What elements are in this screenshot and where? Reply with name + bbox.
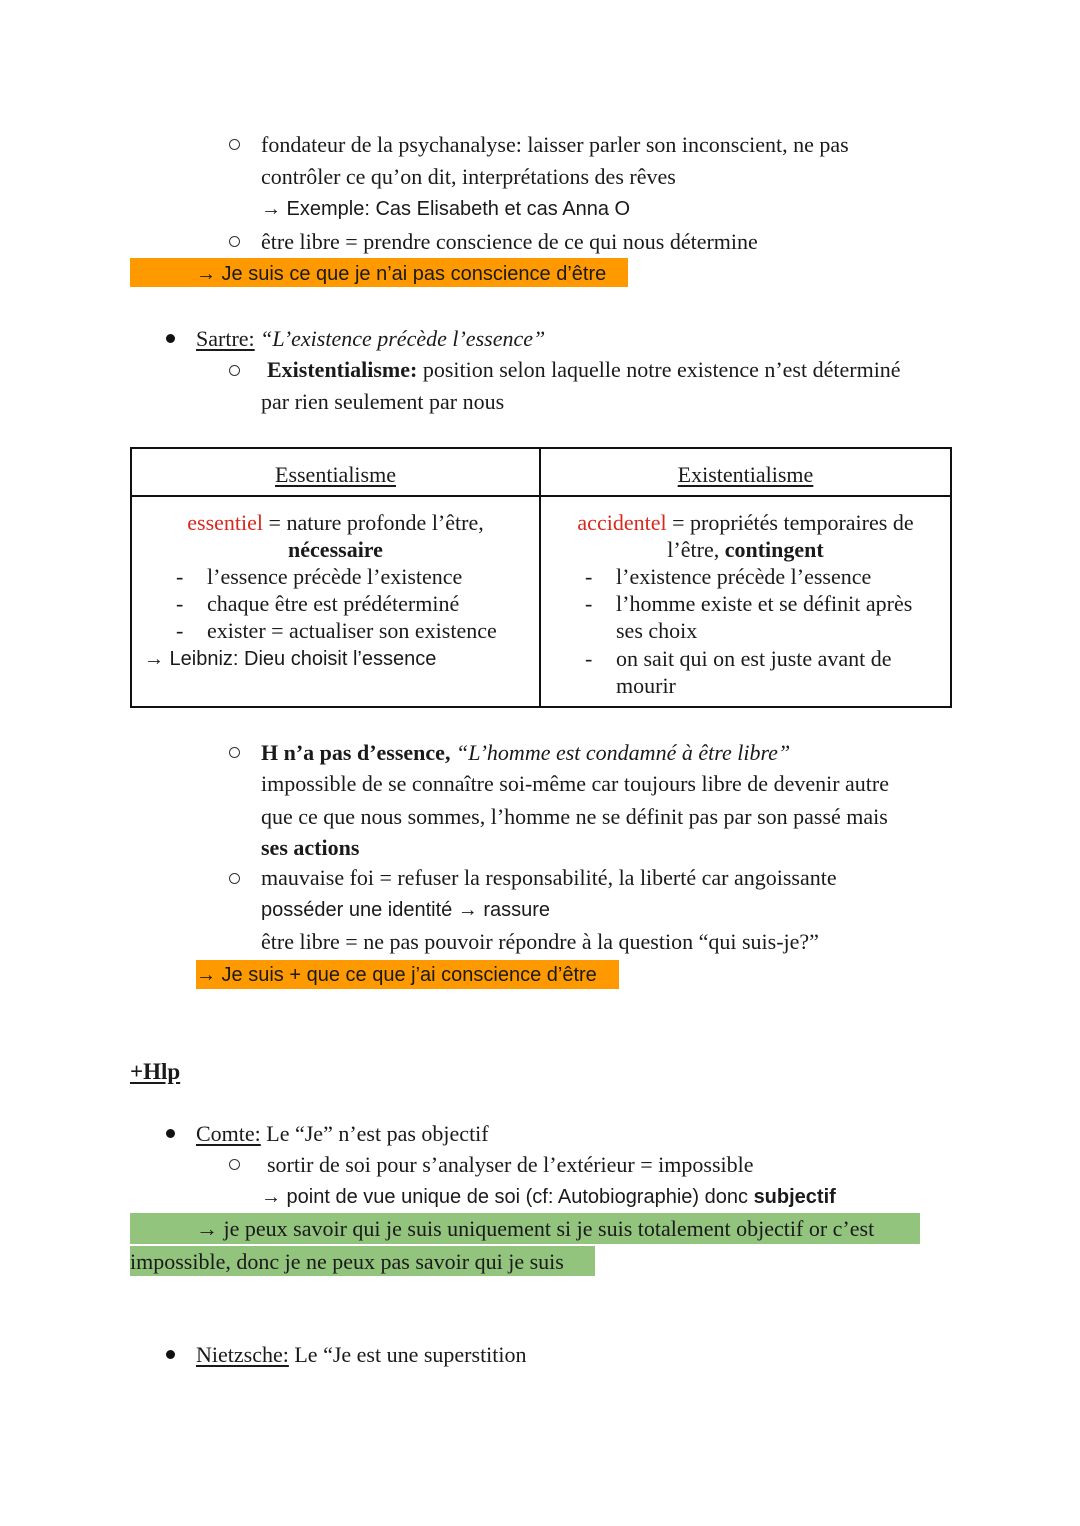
nietzsche-heading: Nietzsche: Le “Je est une superstition [196,1342,527,1367]
essentialisme-line1: essentiel = nature profonde l’être, [187,510,484,535]
table-header-existentialisme: Existentialisme [540,448,951,496]
list-dash: - [585,646,593,671]
list-dash: - [176,618,184,643]
existentialisme-item1: l’existence précède l’essence [616,564,872,589]
essentialisme-item2: chaque être est prédéterminé [207,591,460,616]
list-dash: - [176,564,184,589]
table-header-essentialisme: Essentialisme [131,448,540,496]
freud-highlight: → Je suis ce que je n’ai pas conscience d’être [196,263,607,285]
freud-point2: être libre = prendre conscience de ce qui nous détermine [261,229,758,254]
comte-heading: Comte: Le “Je” n’est pas objectif [196,1121,489,1146]
freud-point1-line1: fondateur de la psychanalyse: laisser parler son inconscient, ne pas [261,132,849,157]
essentialisme-note: → Leibniz: Dieu choisit l’essence [144,648,437,670]
sartre-p2-line2: posséder une identité → rassure [261,899,551,921]
bullet [166,1129,175,1138]
list-dash: - [585,564,593,589]
list-dash: - [585,591,593,616]
sub-bullet [229,365,240,376]
existentialisme-item3-line1: on sait qui on est juste avant de [616,646,892,671]
table-cell-existentialisme [540,496,951,707]
sartre-definition-line2: par rien seulement par nous [261,389,505,414]
comte-highlight-line1: → je peux savoir qui je suis uniquement si je suis totalement objectif or c’est [196,1216,875,1241]
existentialisme-line1: accidentel = propriétés temporaires de [577,510,914,535]
sartre-p2-line3: être libre = ne pas pouvoir répondre à la question “qui suis-je?” [261,929,819,954]
essentialisme-item3: exister = actualiser son existence [207,618,497,643]
hlp-heading: +Hlp [130,1059,181,1084]
existentialisme-item2-line2: ses choix [616,618,698,643]
bullet [166,334,175,343]
sartre-definition-line1: Existentialisme: position selon laquelle notre existence n’est déterminé [267,357,901,382]
sartre-heading: Sartre: “L’existence précède l’essence” [196,326,546,351]
comte-point-line1: sortir de soi pour s’analyser de l’extérieur = impossible [267,1152,754,1177]
comte-point-line2: → point de vue unique de soi (cf: Autobiographie) donc subjectif [261,1186,836,1208]
sub-bullet [229,1159,240,1170]
existentialisme-item3-line2: mourir [616,673,676,698]
sartre-p1-line4: ses actions [261,835,360,860]
sub-bullet [229,873,240,884]
bullet [166,1350,175,1359]
freud-point1-line2: contrôler ce qu’on dit, interprétations des rêves [261,164,676,189]
sartre-p1-line3: que ce que nous sommes, l’homme ne se définit pas par son passé mais [261,804,888,829]
sartre-highlight: → Je suis + que ce que j’ai conscience d’être [196,964,597,986]
list-dash: - [176,591,184,616]
comparison-table [130,447,952,708]
sartre-p1-line2: impossible de se connaître soi-même car toujours libre de devenir autre [261,771,890,796]
existentialisme-line2: l’être, contingent [667,537,824,562]
sub-bullet [229,236,240,247]
sartre-p2-line1: mauvaise foi = refuser la responsabilité, la liberté car angoissante [261,865,837,890]
sub-bullet [229,139,240,150]
table-cell-essentialisme [131,496,540,707]
freud-example: → Exemple: Cas Elisabeth et cas Anna O [261,198,631,220]
sartre-p1-line1: H n’a pas d’essence, “L’homme est condamné à être libre” [261,740,791,765]
existentialisme-item2-line1: l’homme existe et se définit après [616,591,913,616]
essentialisme-line2: nécessaire [288,537,383,562]
sub-bullet [229,747,240,758]
comte-highlight-line2: impossible, donc je ne peux pas savoir qui je suis [130,1249,564,1274]
essentialisme-item1: l’essence précède l’existence [207,564,463,589]
